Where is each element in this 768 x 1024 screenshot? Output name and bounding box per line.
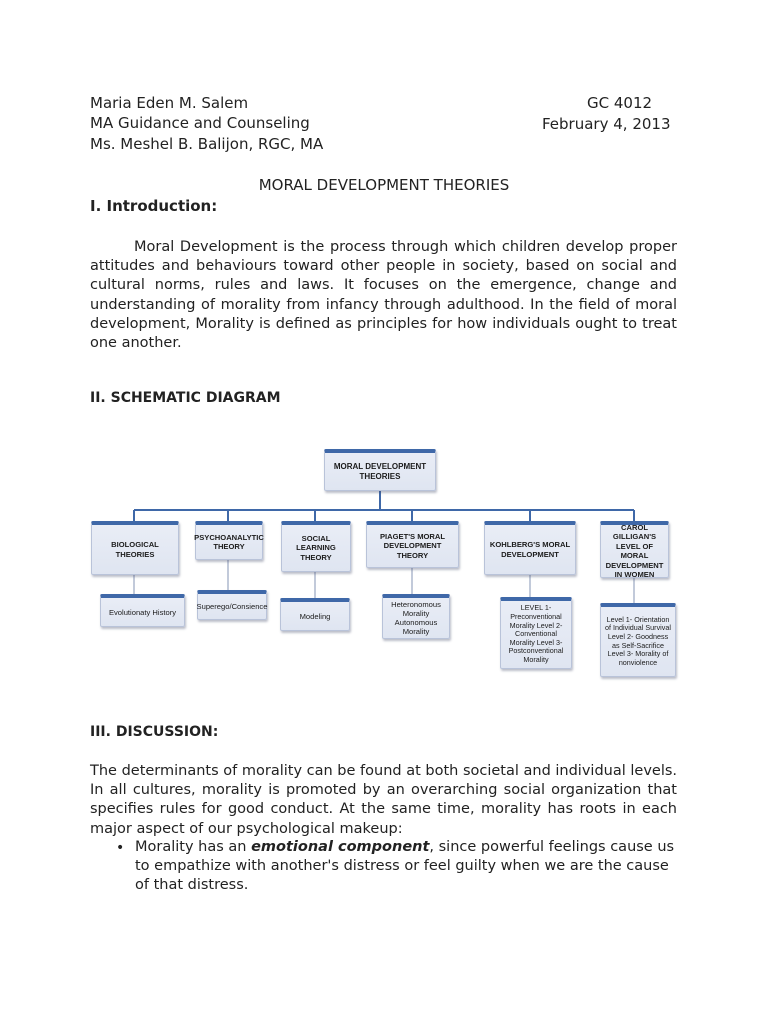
intro-text: Moral Development is the process through which children develop proper attitudes and behaviours toward other people in society, based on social and cultural norms, rules and laws. It focuses on the emergence, change and understanding of morality from infancy through adulthood. In the field of moral development, Morality is defined as principles for how individuals ought to treat one another. <box>90 239 677 352</box>
node-biological-theories <box>91 521 179 575</box>
document-date: February 4, 2013 <box>542 115 671 133</box>
node-psychoanalytic-theory <box>195 521 263 560</box>
node-label: KOHLBERG'S MORAL DEVELOPMENT <box>489 540 571 559</box>
schematic-heading: II. SCHEMATIC DIAGRAM <box>90 390 281 406</box>
bullet-emphasis: emotional component <box>251 839 430 855</box>
discussion-paragraph: The determinants of morality can be found at both societal and individual levels. In all cultures, morality is promoted by an overarching social organization that specifies rules for good conduct. At the same time, morality has roots in each major aspect of our psychological makeup: <box>90 763 678 837</box>
detail-label: Heteronomous Morality Autonomous Morality <box>391 600 441 636</box>
discussion-bullet-1 <box>135 838 680 896</box>
document-title: MORAL DEVELOPMENT THEORIES <box>258 176 510 194</box>
detail-psychoanalytic <box>197 590 267 620</box>
detail-label: Level 1- Orientation of Individual Survival Level 2- Goodness as Self-Sacrifice Level 3- Morality of nonviolence <box>605 614 671 667</box>
node-piaget-theory <box>366 521 459 568</box>
detail-label: Evolutionaty History <box>108 607 177 617</box>
detail-piaget <box>382 594 450 639</box>
detail-label: Modeling <box>299 611 331 621</box>
bullet-prefix: Morality has an <box>135 839 252 855</box>
detail-social-learning <box>280 598 350 631</box>
program-name: MA Guidance and Counseling <box>90 114 310 132</box>
detail-gilligan <box>600 603 676 677</box>
node-gilligan-theory <box>600 521 669 578</box>
node-label: BIOLOGICAL THEORIES <box>111 540 159 559</box>
diagram-root-node <box>324 449 436 491</box>
node-label: PIAGET'S MORAL DEVELOPMENT THEORY <box>379 531 446 560</box>
node-label: CAROL GILLIGAN'S LEVEL OF MORAL DEVELOPMENT IN WOMEN <box>605 522 664 579</box>
bullet-suffix: , since powerful feelings cause us to empathize with another's distress or feel guilty when we are the cause of that distress. <box>135 839 675 894</box>
course-code: GC 4012 <box>587 94 653 112</box>
node-kohlberg-theory <box>484 521 576 575</box>
intro-heading: I. Introduction: <box>90 197 218 215</box>
detail-label: LEVEL 1- Preconventional Morality Level 2- Conventional Morality Level 3- Postconventional Morality <box>508 603 564 664</box>
detail-kohlberg <box>500 597 572 669</box>
detail-biological <box>100 594 185 627</box>
author-name: Maria Eden M. Salem <box>90 94 249 112</box>
node-social-learning-theory <box>281 521 351 572</box>
intro-paragraph <box>90 238 677 353</box>
bullet-marker: • <box>116 840 125 856</box>
node-label: PSYCHOANALYTIC THEORY <box>194 532 264 551</box>
diagram-root-label: MORAL DEVELOPMENT THEORIES <box>333 462 427 481</box>
discussion-heading: III. DISCUSSION: <box>90 724 219 740</box>
instructor-name: Ms. Meshel B. Balijon, RGC, MA <box>90 135 324 153</box>
detail-label: Superego/Consience <box>196 602 268 611</box>
node-label: SOCIAL LEARNING THEORY <box>296 533 336 562</box>
